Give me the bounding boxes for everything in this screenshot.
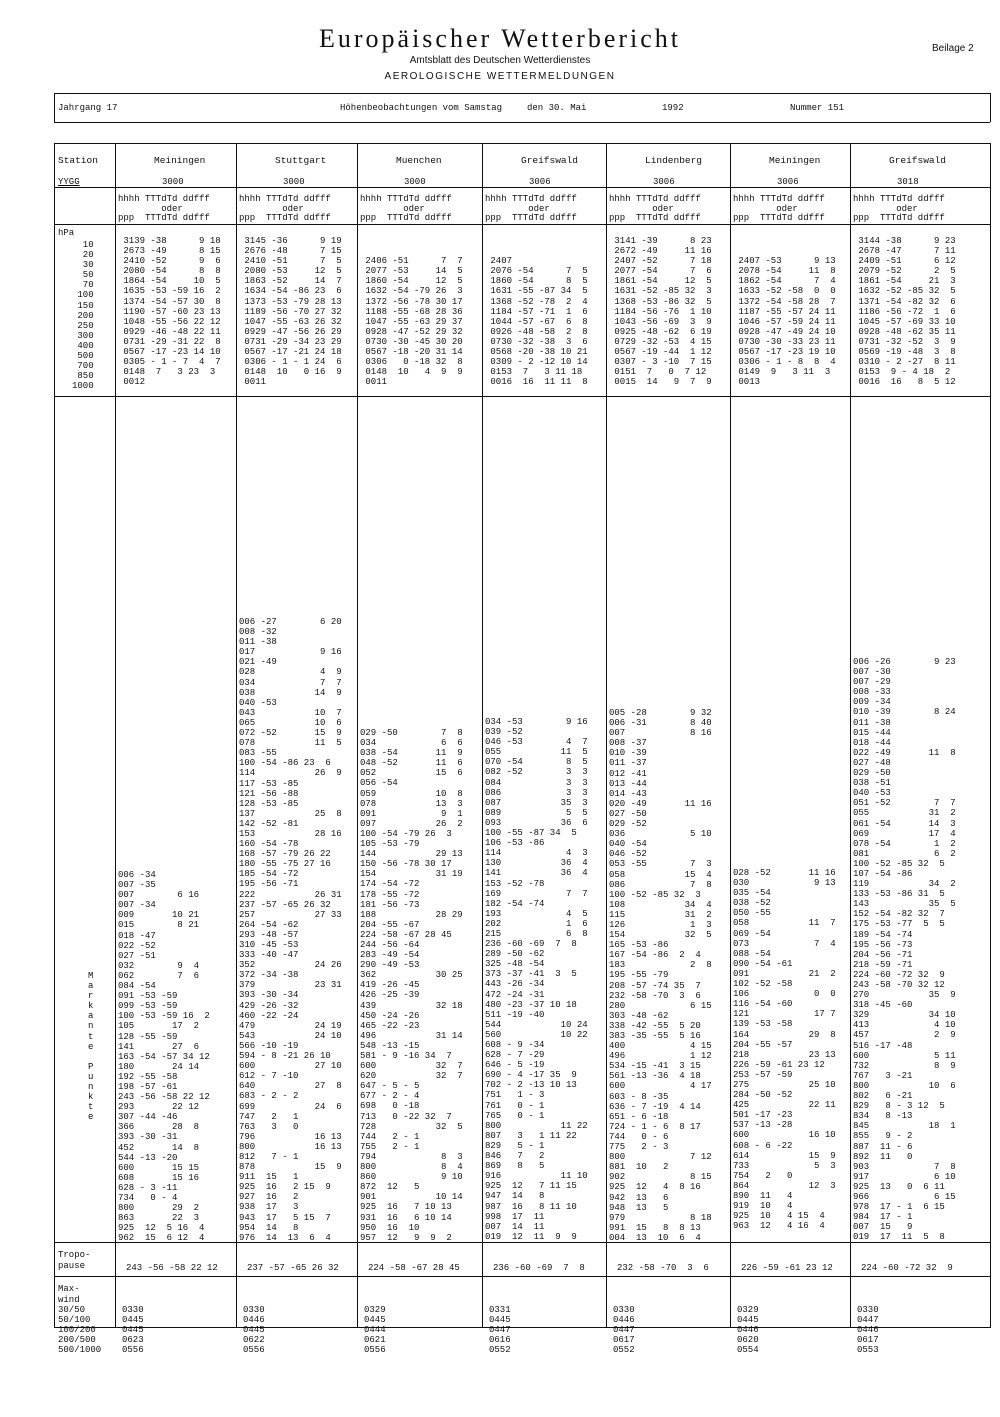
column-header: hhhh TTTdTd ddfff oder ppp TTTdTd ddfff <box>118 194 210 223</box>
column-header: hhhh TTTdTd ddfff oder ppp TTTdTd ddfff <box>485 194 577 223</box>
station-time-code: 3000 <box>404 177 426 187</box>
significant-levels-data: 005 -28 9 32 006 -31 8 40 007 8 16 008 -37 010 -39 011 -37 012 -41 013 -44 014 -43 020 -49 11 16 027 -50 029 -52 036 5 10 040 -54 046 -52 053 -55 7 3 058 15 4 086 7 8 100 -52 -85 32 3 108 34 4 115 31 2 126 1 3 154 32 5 165 -53 -86 167 -54 -86 2 4 183 2 8 195 -55 -79 208 -57 -74 35 7 232 -58 -70 3 6 280 6 15 303 -48 -62 338 -42 -55 5 20 383 -35 -55 5 16 400 4 15 496 1 12 534 -15 -41 3 15 561 -13 -36 4 18 600 4 17 603 - 8 -35 636 - 7 -19 4 14 651 - 6 -18 724 - 1 - 6 8 17 744 0 - 6 775 2 - 3 800 7 12 881 10 2 902 8 15 925 12 4 8 16 942 13 6 948 13 5 979 8 18 991 15 8 8 13 004 13 10 6 4 <box>609 708 712 1243</box>
markante-punkte-label: M a r k a n t e P u n k t e <box>88 971 94 1123</box>
hpa-label: hPa <box>58 228 75 238</box>
column-header: hhhh TTTdTd ddfff oder ppp TTTdTd ddfff <box>733 194 825 223</box>
grid-line <box>236 143 237 1328</box>
significant-levels-data: 006 -26 9 23 007 -30 007 -29 008 -33 009 -34 010 -39 8 24 011 -38 015 -44 018 -44 022 -49 11 8 027 -48 029 -50 038 -51 040 -53 051 -52 7 7 055 31 2 061 -54 14 3 069 17 4 078 -54 1 2 081 6 2 100 -52 -85 32 5 107 -54 -86 119 34 2 133 -53 -86 31 5 143 35 5 152 -54 -82 32 7 175 -53 -77 5 5 189 -54 -74 195 -56 -73 204 -56 -71 218 -59 -71 224 -60 -72 32 9 243 -58 -70 32 12 270 35 9 318 -45 -60 329 34 10 413 4 10 457 2 9 516 -17 -48 600 5 11 732 8 9 767 3 -21 800 10 6 802 6 -21 829 8 - 3 12 5 834 8 -13 845 18 1 855 9 - 2 887 11 - 6 892 11 0 903 7 8 917 6 10 925 13 0 6 11 966 6 15 978 17 - 1 6 15 984 17 - 1 007 15 9 019 17 11 5 8 <box>853 657 956 1243</box>
max-wind-data: 0329 0445 0444 0621 0556 <box>364 1305 386 1356</box>
station-time-code: 3006 <box>529 177 551 187</box>
grid-line <box>54 93 990 94</box>
station-time-code: 3018 <box>897 177 919 187</box>
grid-line <box>850 143 851 1328</box>
standard-levels-data: 3144 -38 9 23 2678 -47 7 11 2409 -51 6 12 2079 -52 2 5 1861 -54 21 3 1632 -52 -85 32 5 1371 -54 -82 32 6 1186 -56 -72 1 6 1045 -57 -69 33 10 0928 -48 -62 35 11 0731 -32 -52 3 9 0569 -19 -48 3 8 0310 - 2 -27 8 11 0153 9 - 4 18 2 0016 16 8 5 12 <box>858 236 956 388</box>
significant-levels-data: 006 -34 007 -35 007 6 16 007 -34 009 10 21 015 8 21 018 -47 022 -52 027 -51 032 9 4 062 7 6 084 -54 091 -53 -59 099 -53 -59 100 -53 -59 16 2 105 17 2 128 -55 -59 141 27 6 163 -54 -57 34 12 180 24 14 192 -55 -58 198 -57 -61 243 -56 -58 22 12 293 22 12 307 -44 -46 366 28 8 393 -30 -31 452 14 8 544 -13 -20 600 15 15 608 15 16 628 - 3 -11 734 0 - 4 800 29 2 863 22 3 925 12 5 16 4 962 15 6 12 4 <box>118 870 210 1244</box>
station-name: Meiningen <box>154 155 206 166</box>
tropopause-data: 232 -58 -70 3 6 <box>617 1263 709 1273</box>
column-header: hhhh TTTdTd ddfff oder ppp TTTdTd ddfff <box>853 194 945 223</box>
year-label: 1992 <box>662 103 684 113</box>
tropopause-data: 237 -57 -65 26 32 <box>247 1263 339 1273</box>
station-name: Lindenberg <box>645 155 703 166</box>
grid-line <box>482 143 483 1328</box>
station-time-code: 3006 <box>777 177 799 187</box>
significant-levels-data: 029 -50 7 8 034 6 6 038 -54 11 9 048 -52 11 6 052 15 6 056 -54 059 10 8 078 13 3 091 9 1 097 26 2 100 -54 -79 26 3 105 -53 -79 144 29 13 150 -56 -78 30 17 154 31 19 174 -54 -72 178 -55 -72 181 -56 -73 188 28 29 204 -55 -67 224 -58 -67 28 45 244 -56 -64 283 -49 -54 290 -49 -53 362 30 25 419 -26 -45 426 -25 -39 439 32 18 450 -24 -26 465 -22 -23 496 31 14 548 -13 -15 581 - 9 -16 34 7 600 32 7 620 32 7 647 - 5 - 5 677 - 2 - 4 698 0 -18 713 0 -22 32 7 728 32 5 744 2 - 1 755 2 - 1 794 8 3 800 8 4 860 9 10 872 12 5 901 10 14 925 16 7 10 13 931 16 6 10 14 950 16 10 957 12 9 9 2 <box>360 728 463 1243</box>
page-subtitle: Amtsblatt des Deutschen Wetterdienstes <box>409 55 591 66</box>
grid-line <box>54 122 990 123</box>
max-wind-data: 0330 0447 0446 0617 0553 <box>857 1305 879 1356</box>
tropopause-label: Tropo- pause <box>58 1250 91 1271</box>
station-label: Station <box>58 155 98 166</box>
station-name: Greifswald <box>889 155 947 166</box>
significant-levels-data: 034 -53 9 16 039 -52 046 -53 4 7 055 11 5 070 -54 8 5 082 -52 3 3 084 3 3 086 3 3 087 35 3 089 5 5 093 36 6 100 -55 -87 34 5 106 -53 -86 114 4 3 130 36 4 141 36 4 153 -52 -78 169 7 7 182 -54 -74 193 4 5 202 1 6 215 6 8 236 -60 -69 7 8 289 -50 -62 325 -48 -54 373 -37 -41 3 5 443 -26 -34 472 -24 -31 480 -23 -37 10 18 511 -19 -40 544 10 24 560 10 22 608 - 9 -34 628 - 7 -29 646 - 5 -19 690 - 4 -17 35 9 702 - 2 -13 10 13 751 1 - 3 761 0 - 1 765 0 - 1 800 11 22 807 3 1 11 22 829 5 - 1 846 7 2 869 8 5 916 11 10 925 12 7 11 15 947 14 8 987 16 8 11 10 998 17 11 007 14 11 019 12 11 9 9 <box>485 717 588 1242</box>
grid-line <box>606 143 607 1328</box>
station-time-code: 3000 <box>283 177 305 187</box>
station-name: Stuttgart <box>275 155 327 166</box>
max-wind-data: 0330 0445 0445 0623 0556 <box>122 1305 144 1356</box>
station-time-code: 3006 <box>653 177 675 187</box>
grid-line <box>730 143 731 1328</box>
column-header: hhhh TTTdTd ddfff oder ppp TTTdTd ddfff <box>239 194 331 223</box>
max-wind-data: 0330 0446 0447 0617 0552 <box>613 1305 635 1356</box>
number-label: Nummer 151 <box>790 103 845 113</box>
station-name: Muenchen <box>396 155 442 166</box>
standard-levels-data: 3141 -39 8 23 2672 -49 11 16 2407 -52 7 18 2077 -54 7 6 1861 -54 12 5 1631 -52 -85 32 3 1368 -53 -86 32 5 1184 -56 -76 1 10 1043 -56 -69 3 9 0925 -48 -62 6 19 0729 -32 -53 4 15 0567 -19 -44 1 12 0307 - 3 -10 7 15 0151 7 0 7 12 0015 14 9 7 9 <box>614 236 712 388</box>
significant-levels-data: 028 -52 11 16 030 9 13 035 -54 038 -52 050 -55 058 11 7 069 -54 073 7 4 088 -54 090 -54 -61 091 21 2 102 -52 -58 106 0 0 116 -54 -60 121 17 7 139 -53 -58 164 29 8 204 -55 -57 218 23 13 226 -59 -61 23 12 253 -57 -59 275 25 10 284 -50 -52 425 22 11 501 -17 -23 537 -13 -28 600 16 10 608 - 6 -22 614 15 9 733 5 3 754 2 0 864 12 3 890 11 4 919 10 4 925 10 4 15 4 963 12 4 16 4 <box>733 868 836 1232</box>
pressure-levels: 10 20 30 50 70 100 150 200 250 300 400 500 700 850 1000 <box>72 240 94 392</box>
standard-levels-data: 3145 -36 9 19 2676 -48 7 15 2410 -51 7 5 2080 -53 12 5 1863 -52 14 7 1634 -54 -86 23 6 1373 -53 -79 28 13 1189 -56 -70 27 32 1047 -55 -63 26 32 0929 -47 -56 26 29 0731 -29 -34 23 29 0567 -17 -21 24 18 0306 - 1 - 1 24 6 0148 10 0 16 9 0011 <box>244 236 342 388</box>
beilage-label: Beilage 2 <box>932 43 974 54</box>
standard-levels-data: 2407 -53 9 13 2078 -54 11 8 1862 -54 7 4 1633 -52 -58 0 0 1372 -54 -58 28 7 1187 -55 -57 24 11 1046 -57 -59 24 11 0928 -47 -49 24 10 0730 -30 -33 23 11 0567 -17 -23 19 10 0306 - 1 - 8 8 4 0149 9 3 11 3 0013 <box>738 256 836 388</box>
grid-line <box>115 143 116 1328</box>
tropopause-data: 243 -56 -58 22 12 <box>126 1263 218 1273</box>
significant-levels-data: 006 -27 6 20 008 -32 011 -38 017 9 16 021 -49 028 4 9 034 7 7 038 14 9 040 -53 043 10 7 065 10 6 072 -52 15 9 078 11 5 083 -55 100 -54 -86 23 6 114 26 9 117 -53 -85 121 -56 -88 128 -53 -85 137 25 8 142 -52 -81 153 28 16 160 -54 -78 168 -57 -79 26 22 180 -55 -75 27 16 185 -54 -72 195 -56 -71 222 26 31 237 -57 -65 26 32 257 27 33 264 -54 -62 293 -48 -57 310 -45 -53 333 -40 -47 352 24 26 372 -34 -38 379 23 31 393 -30 -34 429 -26 -32 460 -22 -24 479 24 19 543 24 10 566 -10 -19 594 - 8 -21 26 10 600 27 10 612 - 7 -10 640 27 8 683 - 2 - 2 699 24 6 747 2 1 763 3 0 796 16 13 800 16 13 812 7 - 1 878 15 9 911 15 1 925 16 2 15 9 927 16 2 938 17 3 943 17 5 15 7 954 14 8 976 14 13 6 4 <box>239 617 342 1243</box>
station-name: Meiningen <box>769 155 821 166</box>
standard-levels-data: 3139 -38 9 18 2673 -49 8 15 2410 -52 9 6 2080 -54 8 8 1864 -54 10 5 1635 -53 -59 16 2 1374 -54 -57 30 8 1190 -57 -60 23 13 1048 -55 -56 22 12 0929 -46 -48 22 11 0731 -29 -31 22 8 0567 -17 -23 14 10 0305 - 1 - 7 4 7 0148 7 3 23 3 0012 <box>123 236 221 388</box>
column-header: hhhh TTTdTd ddfff oder ppp TTTdTd ddfff <box>360 194 452 223</box>
max-wind-data: 0329 0445 0446 0620 0554 <box>737 1305 759 1356</box>
grid-line <box>990 93 991 122</box>
yygg-label: YYGG <box>58 177 80 187</box>
grid-line <box>357 143 358 1328</box>
tropopause-data: 236 -60 -69 7 8 <box>493 1263 585 1273</box>
date-label: den 30. Mai <box>527 103 587 113</box>
grid-line <box>54 93 55 122</box>
page-title: Europäischer Wetterbericht <box>318 24 682 53</box>
station-time-code: 3000 <box>162 177 184 187</box>
wind-levels: 30/50 50/100 100/200 200/500 500/1000 <box>58 1305 102 1356</box>
observation-label: Höhenbeobachtungen vom Samstag <box>340 103 503 113</box>
maxwind-label: Max- wind <box>58 1284 80 1305</box>
max-wind-data: 0331 0445 0447 0616 0552 <box>489 1305 511 1356</box>
grid-line <box>990 143 991 1328</box>
tropopause-data: 224 -60 -72 32 9 <box>861 1263 953 1273</box>
grid-line <box>54 143 55 1328</box>
tropopause-data: 226 -59 -61 23 12 <box>741 1263 833 1273</box>
column-header: hhhh TTTdTd ddfff oder ppp TTTdTd ddfff <box>609 194 701 223</box>
jahrgang-label: Jahrgang 17 <box>58 103 118 113</box>
max-wind-data: 0330 0446 0445 0622 0556 <box>243 1305 265 1356</box>
standard-levels-data: 2406 -51 7 7 2077 -53 14 5 1860 -54 12 5 1632 -54 -79 26 3 1372 -56 -78 30 17 1188 -55 -68 28 36 1047 -55 -63 29 37 0928 -47 -52 29 32 0730 -30 -45 30 20 0567 -18 -20 31 14 0306 0 -18 32 8 0148 10 4 9 9 0011 <box>365 256 463 388</box>
station-name: Greifswald <box>521 155 579 166</box>
tropopause-data: 224 -58 -67 28 45 <box>368 1263 460 1273</box>
standard-levels-data: 2407 2076 -54 7 5 1860 -54 8 5 1631 -55 -87 34 5 1368 -52 -78 2 4 1184 -57 -71 1 6 1044 -57 -67 6 8 0926 -48 -58 2 8 0730 -32 -38 3 6 0568 -20 -38 10 21 0309 - 2 -12 10 14 0153 7 3 11 18 0016 16 11 11 8 <box>490 256 588 388</box>
section-title: AEROLOGISCHE WETTERMELDUNGEN <box>384 71 616 82</box>
